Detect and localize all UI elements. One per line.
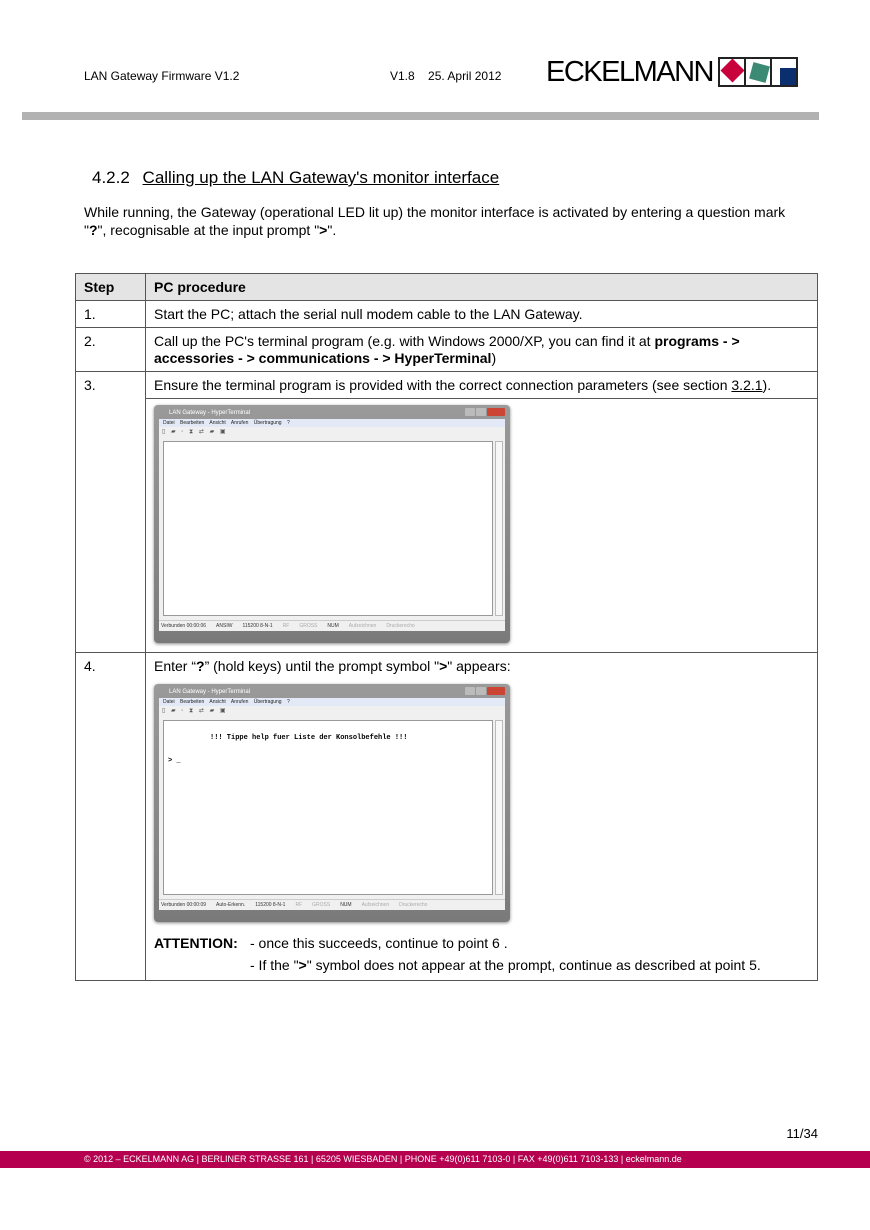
menu-bar: Datei Bearbeiten Ansicht Anrufen Übertragung ? [159, 698, 505, 706]
step-number: 2. [76, 328, 146, 372]
step-text: Call up the PC's terminal program (e.g. with Windows 2000/XP, you can find it at programs - > accessories - > communications - > HyperTerminal) [146, 328, 818, 372]
terminal-area [163, 441, 493, 616]
col-procedure: PC procedure [146, 274, 818, 301]
table-header-row [76, 274, 818, 301]
logo-text: ECKELMANN [546, 56, 713, 88]
table-row [76, 301, 818, 328]
status-bar: Verbunden 00:00:09 Auto-Erkenn. 115200 8-N-1 RF GROSS NUM Aufzeichnen Druckerecho [159, 899, 505, 910]
section-link[interactable]: 3.2.1 [731, 377, 763, 393]
header-divider [22, 112, 819, 120]
toolbar-icons: ▯ ▰ ◦ ⧗ ⇄ ▰ ▣ [159, 706, 505, 716]
page-number: 11/34 [786, 1126, 818, 1141]
header-version: V1.8 25. April 2012 [390, 69, 502, 83]
section-heading: 4.2.2 Calling up the LAN Gateway's monitor interface [92, 168, 500, 187]
step-number: 4. [76, 653, 146, 981]
table-row [76, 372, 818, 399]
step-number: 3. [76, 372, 146, 653]
step-text: Ensure the terminal program is provided with the correct connection parameters (see section 3.2.1). [146, 372, 818, 399]
step-text: Start the PC; attach the serial null modem cable to the LAN Gateway. [146, 301, 818, 328]
header-doc-title: LAN Gateway Firmware V1.2 [84, 69, 240, 83]
table-row [76, 328, 818, 372]
col-step: Step [76, 274, 146, 301]
hyperterminal-screenshot-2 [154, 684, 510, 922]
menu-bar: Datei Bearbeiten Ansicht Anrufen Übertragung ? [159, 419, 505, 427]
step-number: 1. [76, 301, 146, 328]
terminal-area: !!! Tippe help fuer Liste der Konsolbefehle !!! > _ [163, 720, 493, 895]
table-row [76, 653, 818, 981]
window-title: LAN Gateway - HyperTerminal [169, 689, 251, 695]
scrollbar [495, 720, 503, 895]
window-controls [465, 408, 505, 419]
step-text: Enter “?” (hold keys) until the prompt symbol ">" appears: LAN Gateway - HyperTerminal Datei Bearbeiten Ansicht Anrufen Übertragung ? ▯ ▰ ◦ ⧗ ⇄ ▰ ▣ !!! Tippe help fuer Liste der Konsolbefehle !!! > _ Verbunden 00:00:09 Auto-Erkenn. 115200 8-N-1 RF GROSS NUM Aufzeichnen Druckerecho ATTENTION: - once this succeeds, continue to point 6 . - If the ">" symbol does not appear at the prompt, continue as described at point 5. [146, 653, 818, 981]
procedure-table [75, 273, 818, 981]
toolbar-icons: ▯ ▰ ◦ ⧗ ⇄ ▰ ▣ [159, 427, 505, 437]
scrollbar [495, 441, 503, 616]
table-row [76, 399, 818, 653]
intro-paragraph: While running, the Gateway (operational LED lit up) the monitor interface is activated by entering a question mark "?", recognisable at the input prompt ">". [84, 204, 786, 238]
window-controls [465, 687, 505, 698]
eckelmann-logo [546, 57, 798, 87]
window-title: LAN Gateway - HyperTerminal [169, 410, 251, 416]
footer-bar: © 2012 – ECKELMANN AG | BERLINER STRASSE 161 | 65205 WIESBADEN | PHONE +49(0)611 7103-0 | FAX +49(0)611 7103-133 | eckelmann.de [0, 1151, 870, 1168]
status-bar: Verbunden 00:00:06 ANSIW 115200 8-N-1 RF GROSS NUM Aufzeichnen Druckerecho [159, 620, 505, 631]
attention-note: ATTENTION: - once this succeeds, continue to point 6 . - If the ">" symbol does not appear at the prompt, continue as described at point 5. [154, 935, 761, 973]
hyperterminal-screenshot-1 [154, 405, 510, 643]
screenshot-cell [146, 399, 818, 653]
